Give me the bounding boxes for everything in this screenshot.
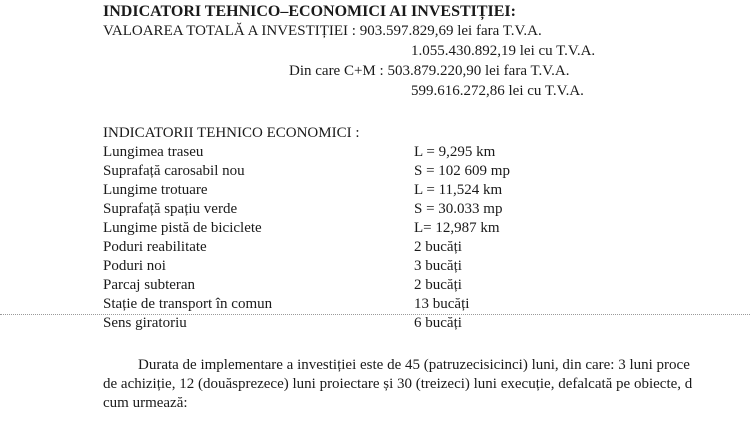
indicator-value: L= 12,987 km bbox=[414, 220, 500, 236]
indicator-label: Poduri noi bbox=[103, 258, 166, 274]
indicator-value: 3 bucăți bbox=[414, 258, 462, 274]
indicator-value: L = 9,295 km bbox=[414, 144, 496, 160]
total-value-with-vat: 1.055.430.892,19 lei cu T.V.A. bbox=[411, 43, 596, 59]
paragraph-line-1: Durata de implementare a investiției este de 45 (patruzecisicinci) luni, din care: 3 luni proce bbox=[138, 357, 690, 373]
indicator-label: Lungimea traseu bbox=[103, 144, 204, 160]
indicator-value: S = 30.033 mp bbox=[414, 201, 503, 217]
indicator-label: Lungime trotuare bbox=[103, 182, 208, 198]
indicators-heading: INDICATORII TEHNICO ECONOMICI : bbox=[103, 125, 360, 141]
indicator-label: Lungime pistă de biciclete bbox=[103, 220, 262, 236]
indicator-label: Suprafață spațiu verde bbox=[103, 201, 238, 217]
indicator-value: S = 102 609 mp bbox=[414, 163, 510, 179]
indicator-value: 2 bucăți bbox=[414, 239, 462, 255]
indicator-label: Poduri reabilitate bbox=[103, 239, 207, 255]
total-value-line: VALOAREA TOTALĂ A INVESTIȚIEI : 903.597.829,69 lei fara T.V.A. bbox=[103, 23, 542, 39]
indicator-label: Stație de transport în comun bbox=[103, 296, 273, 312]
cm-value-with-vat: 599.616.272,86 lei cu T.V.A. bbox=[411, 83, 584, 99]
indicator-label: Sens giratoriu bbox=[103, 315, 187, 331]
paragraph-line-3: cum urmează: bbox=[103, 395, 188, 411]
paragraph-line-2: de achiziție, 12 (douăsprezece) luni proiectare și 30 (treizeci) luni execuție, defalcată pe obiecte, d bbox=[103, 376, 693, 392]
scan-artifact-line bbox=[0, 314, 750, 315]
indicator-value: L = 11,524 km bbox=[414, 182, 503, 198]
document-title: INDICATORI TEHNICO–ECONOMICI AI INVESTIȚIEI: bbox=[103, 3, 516, 20]
cm-value-line: Din care C+M : 503.879.220,90 lei fara T.V.A. bbox=[289, 63, 570, 79]
indicator-value: 13 bucăți bbox=[414, 296, 470, 312]
indicator-label: Suprafață carosabil nou bbox=[103, 163, 245, 179]
indicator-value: 6 bucăți bbox=[414, 315, 462, 331]
indicator-value: 2 bucăți bbox=[414, 277, 462, 293]
indicator-label: Parcaj subteran bbox=[103, 277, 196, 293]
